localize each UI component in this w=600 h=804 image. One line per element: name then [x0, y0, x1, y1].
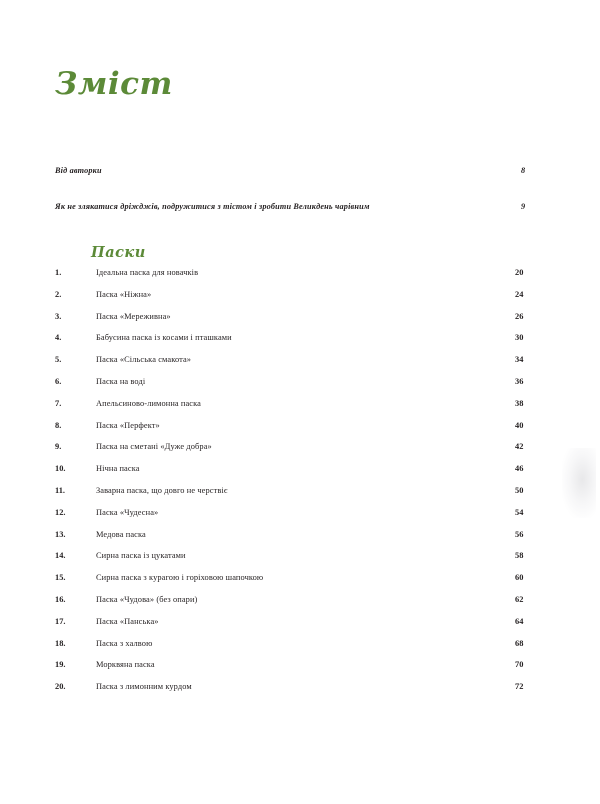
- toc-entry-number: 10.: [55, 464, 66, 474]
- toc-entry-number: 14.: [55, 551, 66, 561]
- front-matter-row[interactable]: [55, 166, 545, 175]
- toc-entry-page-number: 72: [515, 682, 524, 692]
- toc-entry-page-number: 54: [515, 507, 524, 517]
- toc-entry-row[interactable]: [0, 421, 600, 443]
- toc-entry-title: Заварна паска, що довго не черствіє: [96, 485, 228, 495]
- toc-entry-page-number: 34: [515, 355, 524, 365]
- toc-entry-page-number: 62: [515, 594, 524, 604]
- toc-entry-title: Бабусина паска із косами і пташками: [96, 333, 232, 343]
- toc-entry-number: 5.: [55, 355, 62, 365]
- toc-entry-number: 4.: [55, 333, 62, 343]
- toc-entry-title: Сирна паска із цукатами: [96, 551, 186, 561]
- toc-entry-page-number: 30: [515, 333, 524, 343]
- toc-entry-number: 2.: [55, 289, 62, 299]
- toc-entry-row[interactable]: [0, 639, 600, 661]
- toc-entry-number: 15.: [55, 573, 66, 583]
- toc-entry-page-number: 42: [515, 442, 524, 452]
- toc-entry-number: 18.: [55, 638, 66, 648]
- front-matter-page-number: 8: [521, 166, 526, 175]
- toc-entry-title: Паска «Чудесна»: [96, 507, 159, 517]
- toc-entry-number: 12.: [55, 507, 66, 517]
- front-matter-row[interactable]: [55, 202, 545, 211]
- toc-entry-page-number: 40: [515, 420, 524, 430]
- toc-entry-number: 16.: [55, 594, 66, 604]
- toc-entry-number: 19.: [55, 660, 66, 670]
- toc-entry-page-number: 20: [515, 268, 524, 277]
- toc-entry-row[interactable]: [0, 573, 600, 595]
- toc-entry-row[interactable]: [0, 551, 600, 573]
- toc-entry-page-number: 50: [515, 485, 524, 495]
- toc-entry-row[interactable]: [0, 312, 600, 334]
- toc-entry-number: 17.: [55, 616, 66, 626]
- toc-entry-row[interactable]: [0, 442, 600, 464]
- toc-entry-title: Паска на воді: [96, 376, 146, 386]
- toc-entry-row[interactable]: [0, 530, 600, 552]
- toc-entry-number: 7.: [55, 398, 62, 408]
- toc-entry-page-number: 38: [515, 398, 524, 408]
- toc-entry-number: 11.: [55, 485, 66, 495]
- toc-entry-row[interactable]: [0, 486, 600, 508]
- toc-entry-row[interactable]: [0, 399, 600, 421]
- toc-entry-row[interactable]: [0, 333, 600, 355]
- toc-entry-title: Нічна паска: [96, 464, 140, 474]
- toc-entry-title: Паска «Мереживна»: [96, 311, 171, 321]
- toc-entry-title: Паска на сметані «Дуже добра»: [96, 442, 212, 452]
- toc-entry-title: Паска «Сільська смакота»: [96, 355, 192, 365]
- toc-entry-title: Ідеальна паска для новачків: [96, 268, 199, 277]
- toc-entry-row[interactable]: [0, 508, 600, 530]
- toc-entry-title: Паска «Чудова» (без опари): [96, 594, 198, 604]
- toc-entry-page-number: 24: [515, 289, 524, 299]
- toc-entry-title: Паска з лимонним курдом: [96, 682, 192, 692]
- toc-entry-title: Паска «Панська»: [96, 616, 159, 626]
- toc-entry-row[interactable]: [0, 464, 600, 486]
- toc-entry-row[interactable]: [0, 682, 600, 704]
- toc-entry-number: 9.: [55, 442, 62, 452]
- toc-entry-row[interactable]: [0, 355, 600, 377]
- toc-entry-row[interactable]: [0, 595, 600, 617]
- toc-entry-page-number: 46: [515, 464, 524, 474]
- toc-entry-page-number: 26: [515, 311, 524, 321]
- toc-entry-page-number: 58: [515, 551, 524, 561]
- toc-entry-number: 3.: [55, 311, 62, 321]
- toc-entry-title: Паска «Ніжна»: [96, 289, 152, 299]
- toc-entry-title: Паска «Перфект»: [96, 420, 160, 430]
- toc-entry-number: 20.: [55, 682, 66, 692]
- page-title: Зміст: [55, 66, 173, 102]
- toc-entry-title: Паска з халвою: [96, 638, 153, 648]
- section-heading-pasky: Паски: [91, 244, 146, 261]
- toc-entry-row[interactable]: [0, 377, 600, 399]
- toc-entry-number: 8.: [55, 420, 62, 430]
- toc-entry-title: Морквяна паска: [96, 660, 155, 670]
- toc-entry-page-number: 68: [515, 638, 524, 648]
- front-matter-label: Від авторки: [55, 166, 102, 175]
- front-matter-label: Як не злякатися дріжджів, подружитися з тістом і зробити Великдень чарівним: [55, 202, 370, 211]
- toc-entry-number: 13.: [55, 529, 66, 539]
- toc-entry-row[interactable]: [0, 617, 600, 639]
- toc-entry-page-number: 56: [515, 529, 524, 539]
- toc-entry-page-number: 70: [515, 660, 524, 670]
- toc-entry-number: 1.: [55, 268, 62, 277]
- toc-entry-number: 6.: [55, 376, 62, 386]
- toc-entry-row[interactable]: [0, 268, 600, 290]
- toc-entry-title: Апельсиново-лимонна паска: [96, 398, 201, 408]
- front-matter-page-number: 9: [521, 202, 526, 211]
- toc-entry-page-number: 36: [515, 376, 524, 386]
- toc-entry-title: Медова паска: [96, 529, 146, 539]
- toc-entry-row[interactable]: [0, 290, 600, 312]
- toc-entry-row[interactable]: [0, 660, 600, 682]
- toc-entry-page-number: 64: [515, 616, 524, 626]
- toc-entry-title: Сирна паска з курагою і горіховою шапочкою: [96, 573, 264, 583]
- toc-entry-list: [0, 268, 600, 704]
- toc-entry-page-number: 60: [515, 573, 524, 583]
